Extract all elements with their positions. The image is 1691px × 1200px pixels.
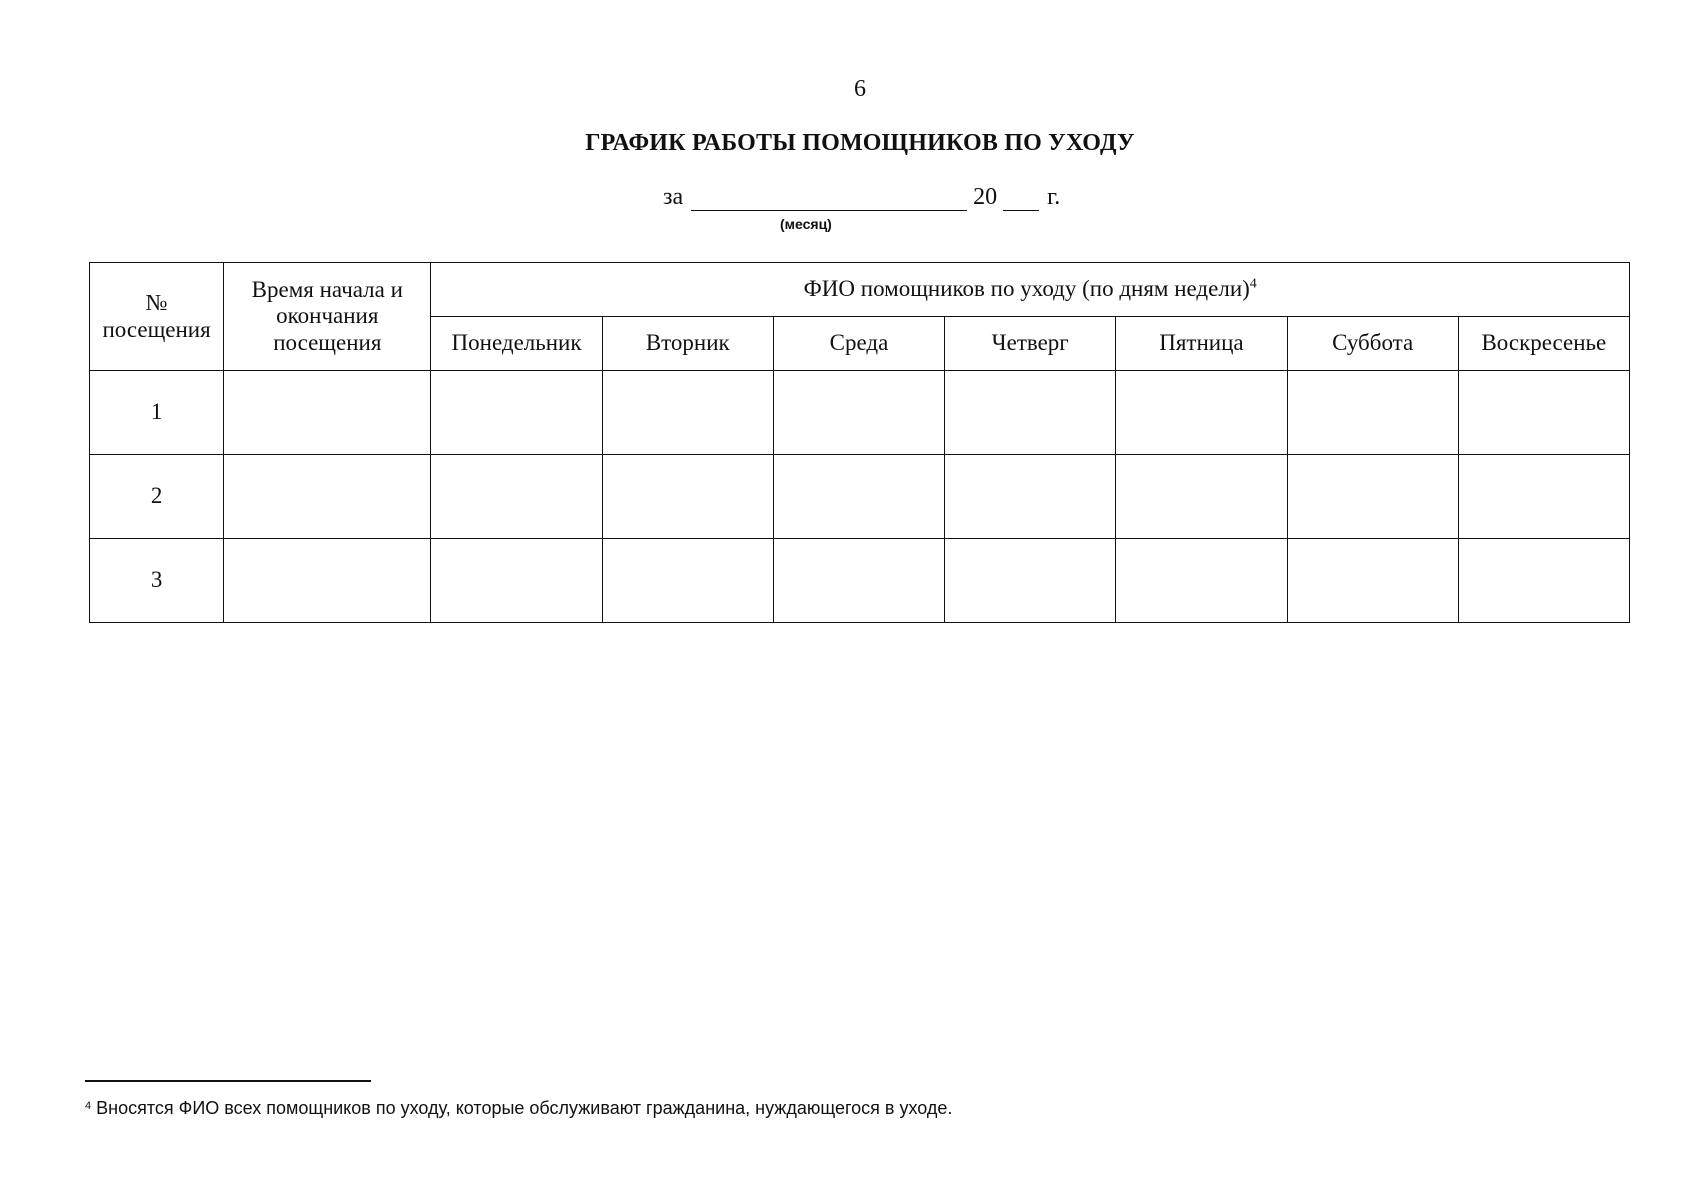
fio-cell[interactable]: [602, 539, 773, 623]
fio-cell[interactable]: [1287, 455, 1458, 539]
fio-cell[interactable]: [602, 371, 773, 455]
fio-cell[interactable]: [945, 371, 1116, 455]
day-header: Четверг: [945, 317, 1116, 371]
day-header: Суббота: [1287, 317, 1458, 371]
header-visit-number: № посещения: [90, 263, 224, 371]
visit-time-cell[interactable]: [224, 539, 431, 623]
fio-cell[interactable]: [945, 539, 1116, 623]
fio-cell[interactable]: [1116, 455, 1287, 539]
year-blank-field[interactable]: [1003, 186, 1039, 211]
period-prefix: за: [663, 184, 684, 210]
footnote: [85, 1098, 952, 1119]
day-header: Среда: [773, 317, 944, 371]
fio-cell[interactable]: [945, 455, 1116, 539]
fio-cell[interactable]: [431, 455, 602, 539]
fio-cell[interactable]: [1116, 539, 1287, 623]
visit-time-cell[interactable]: [224, 455, 431, 539]
table-row: [90, 455, 1630, 539]
fio-cell[interactable]: [431, 371, 602, 455]
year-prefix: 20: [973, 184, 998, 210]
year-suffix: г.: [1047, 184, 1061, 210]
visit-number-cell: 3: [90, 539, 224, 623]
day-header: Пятница: [1116, 317, 1287, 371]
period-line: [663, 184, 1060, 214]
visit-number-cell: 2: [90, 455, 224, 539]
header-fio-label: ФИО помощников по уходу (по дням недели): [803, 276, 1250, 302]
page-number: 6: [854, 76, 866, 102]
visit-number-cell: 1: [90, 371, 224, 455]
fio-cell[interactable]: [1116, 371, 1287, 455]
visit-time-cell[interactable]: [224, 371, 431, 455]
fio-cell[interactable]: [1458, 539, 1629, 623]
footnote-number: 4: [85, 1100, 92, 1112]
month-caption: (месяц): [780, 216, 832, 232]
table-row: [90, 539, 1630, 623]
table-row: [90, 371, 1630, 455]
day-header: Воскресенье: [1458, 317, 1629, 371]
fio-cell[interactable]: [602, 455, 773, 539]
footnote-divider: [85, 1080, 371, 1082]
header-visit-time: Время начала и окончания посещения: [224, 263, 431, 371]
footnote-mark: 4: [1249, 276, 1257, 292]
document-title: ГРАФИК РАБОТЫ ПОМОЩНИКОВ ПО УХОДУ: [585, 130, 1135, 156]
header-fio: [431, 263, 1630, 317]
fio-cell[interactable]: [431, 539, 602, 623]
fio-cell[interactable]: [1458, 455, 1629, 539]
fio-cell[interactable]: [773, 371, 944, 455]
day-header: Вторник: [602, 317, 773, 371]
fio-cell[interactable]: [1287, 539, 1458, 623]
fio-cell[interactable]: [1287, 371, 1458, 455]
fio-cell[interactable]: [773, 455, 944, 539]
footnote-text: Вносятся ФИО всех помощников по уходу, которые обслуживают гражданина, нуждающегося в уходе.: [96, 1098, 953, 1118]
day-header: Понедельник: [431, 317, 602, 371]
schedule-table: [89, 262, 1630, 623]
fio-cell[interactable]: [1458, 371, 1629, 455]
fio-cell[interactable]: [773, 539, 944, 623]
month-blank-field[interactable]: [691, 186, 967, 211]
